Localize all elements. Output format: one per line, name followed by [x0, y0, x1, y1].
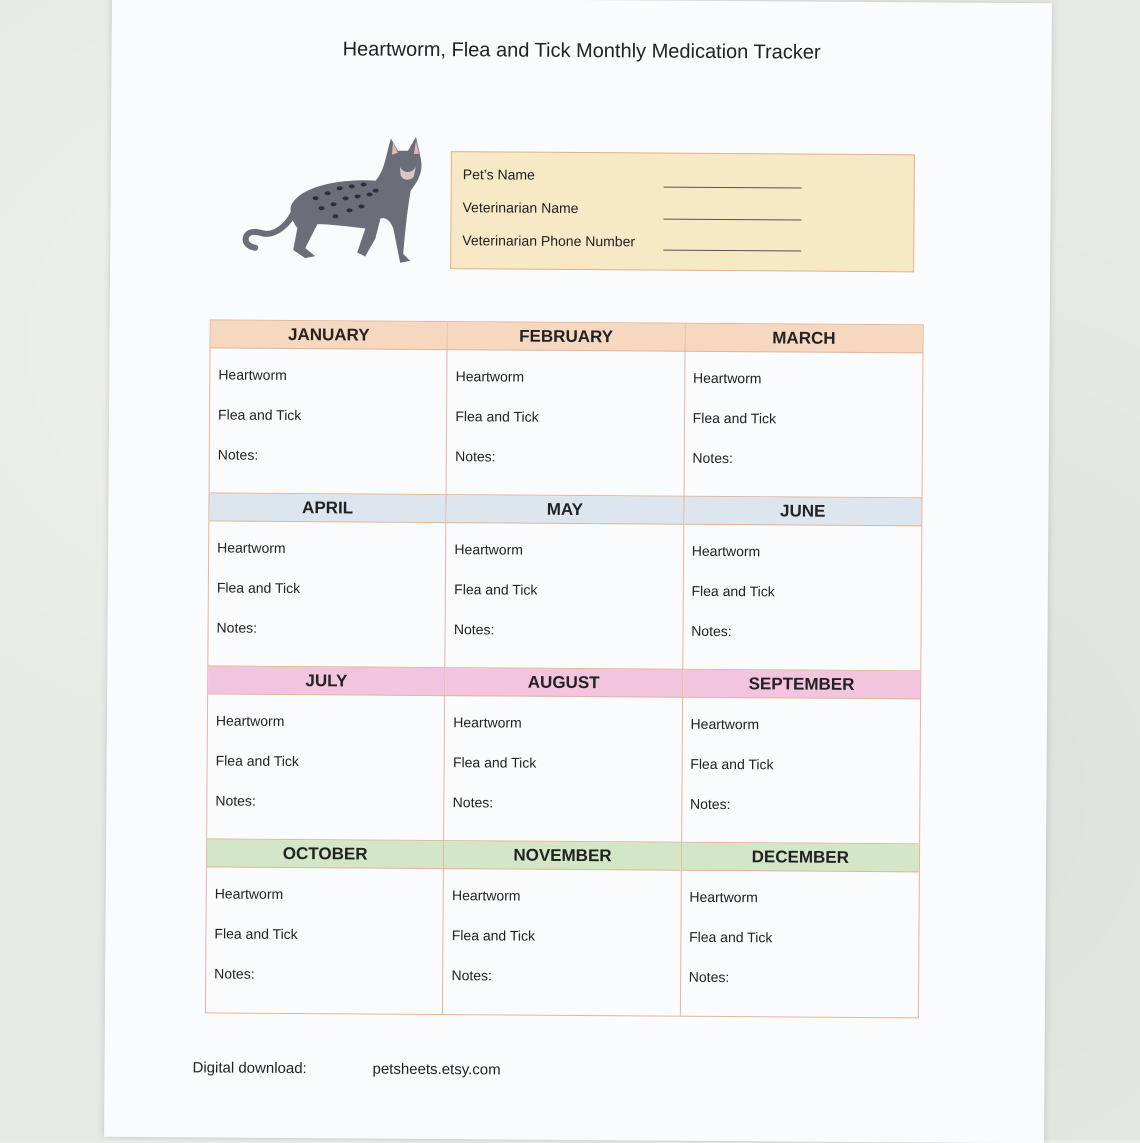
month-grid — [205, 319, 924, 1018]
month-card — [210, 320, 449, 495]
month-card — [443, 841, 682, 1016]
heartworm-label: Heartworm — [691, 542, 761, 560]
heartworm-label: Heartworm — [215, 712, 285, 729]
flea-tick-label: Flea and Tick — [451, 927, 536, 944]
notes-label: Notes: — [689, 795, 731, 813]
heartworm-label: Heartworm — [218, 366, 287, 383]
notes-label: Notes: — [214, 965, 255, 982]
flea-tick-label: Flea and Tick — [454, 581, 538, 598]
heartworm-label: Heartworm — [451, 887, 521, 904]
tracker-sheet — [104, 0, 1052, 1143]
pet-info-box — [450, 151, 915, 272]
notes-label: Notes: — [453, 621, 495, 638]
month-header: SEPTEMBER — [683, 670, 921, 700]
month-card — [444, 668, 683, 843]
month-card — [206, 839, 445, 1014]
heartworm-label: Heartworm — [454, 541, 523, 558]
pet-name-label: Pet’s Name — [462, 166, 535, 183]
flea-tick-label: Flea and Tick — [218, 406, 302, 424]
month-header: JUNE — [684, 497, 922, 527]
month-header: OCTOBER — [207, 839, 444, 869]
heartworm-label: Heartworm — [214, 885, 284, 902]
heartworm-label: Heartworm — [690, 715, 760, 733]
flea-tick-label: Flea and Tick — [452, 754, 537, 771]
cat-icon — [235, 128, 431, 279]
footer-url[interactable]: petsheets.etsy.com — [372, 1060, 501, 1079]
month-header: NOVEMBER — [444, 841, 681, 871]
vet-phone-line[interactable] — [663, 250, 801, 252]
month-header: FEBRUARY — [448, 322, 685, 352]
flea-tick-label: Flea and Tick — [690, 755, 774, 773]
footer-label: Digital download: — [192, 1059, 307, 1078]
heartworm-label: Heartworm — [453, 714, 522, 731]
flea-tick-label: Flea and Tick — [216, 579, 301, 597]
month-card — [447, 322, 686, 497]
notes-label: Notes: — [452, 794, 494, 811]
vet-name-line[interactable] — [663, 219, 801, 221]
notes-label: Notes: — [215, 792, 256, 809]
month-header: MAY — [447, 495, 684, 525]
month-card — [682, 670, 921, 845]
notes-label: Notes: — [455, 448, 496, 465]
notes-label: Notes: — [691, 622, 732, 640]
flea-tick-label: Flea and Tick — [214, 925, 298, 943]
month-card — [684, 324, 923, 499]
pet-name-line[interactable] — [664, 187, 802, 189]
month-card — [208, 493, 447, 668]
month-card — [207, 666, 446, 841]
month-header: JULY — [208, 666, 445, 696]
heartworm-label: Heartworm — [455, 368, 525, 385]
flea-tick-label: Flea and Tick — [215, 752, 299, 770]
flea-tick-label: Flea and Tick — [692, 409, 777, 427]
notes-label: Notes: — [216, 619, 258, 636]
month-header: JANUARY — [211, 320, 448, 350]
month-card — [683, 497, 922, 672]
notes-label: Notes: — [688, 968, 730, 986]
vet-name-label: Veterinarian Name — [462, 199, 579, 216]
page-title: Heartworm, Flea and Tick Monthly Medication Tracker — [342, 38, 821, 64]
flea-tick-label: Flea and Tick — [455, 408, 539, 425]
heartworm-label: Heartworm — [217, 539, 286, 556]
month-header: MARCH — [685, 324, 923, 354]
month-header: APRIL — [209, 493, 446, 523]
flea-tick-label: Flea and Tick — [691, 582, 775, 600]
month-header: AUGUST — [445, 668, 682, 698]
heartworm-label: Heartworm — [692, 369, 762, 387]
month-card — [681, 843, 920, 1018]
month-header: DECEMBER — [682, 843, 920, 873]
flea-tick-label: Flea and Tick — [689, 928, 773, 946]
vet-phone-label: Veterinarian Phone Number — [462, 232, 636, 250]
heartworm-label: Heartworm — [689, 888, 758, 906]
notes-label: Notes: — [217, 446, 259, 463]
notes-label: Notes: — [692, 449, 733, 467]
notes-label: Notes: — [451, 967, 493, 984]
month-card — [446, 495, 685, 670]
